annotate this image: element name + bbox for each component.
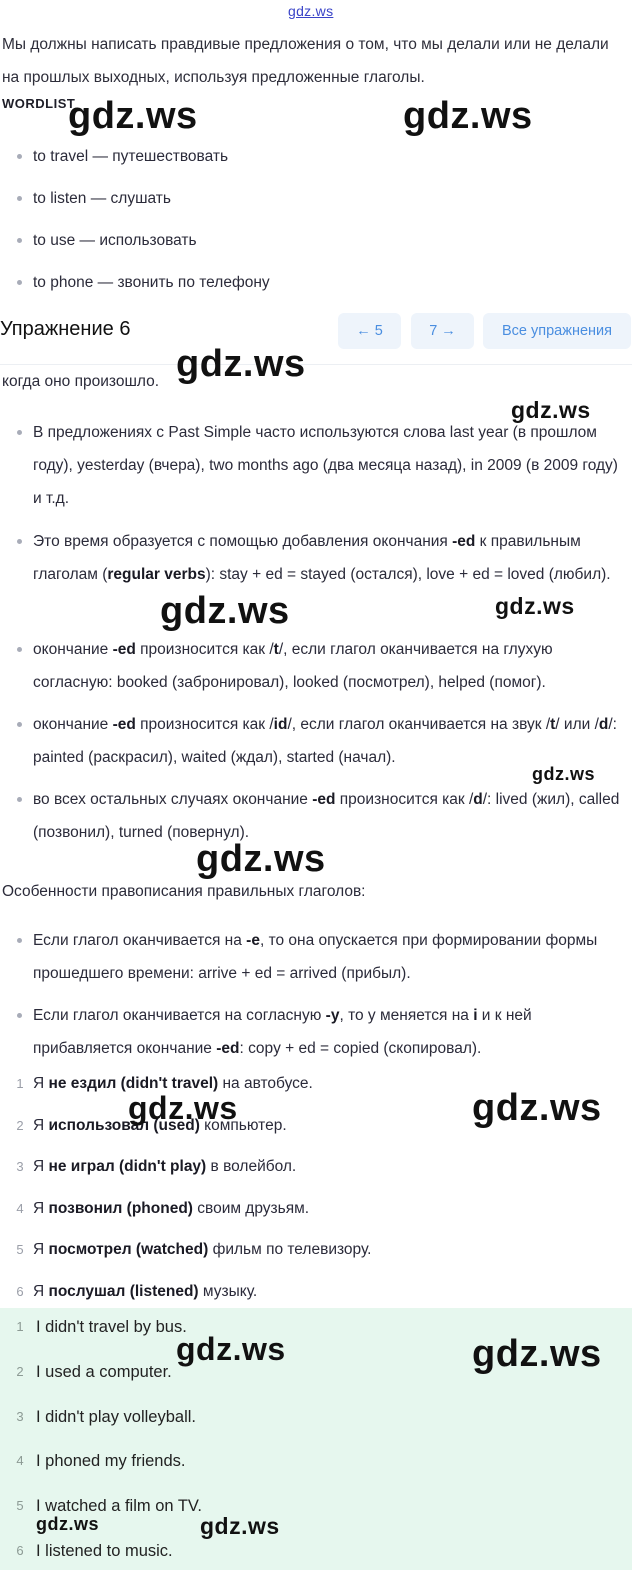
bold-term: id — [273, 716, 288, 733]
watermark: gdz.ws — [472, 1087, 602, 1129]
text-fragment: В предложениях с Past Simple часто используются слова last year (в прошлом году), yesterday (вчера), two months ago (два месяца назад), in 2009 (в 2009 году) и т.д. — [33, 424, 618, 507]
text-fragment: окончание — [33, 716, 113, 733]
bold-term: regular verbs — [107, 566, 206, 583]
text-fragment: /: lived (жил), called (позвонил), turned (повернул). — [33, 791, 620, 841]
bold-term: -ed — [216, 1040, 240, 1057]
spelling-rule-item — [0, 999, 632, 1065]
text-fragment: компьютер. — [199, 1116, 287, 1134]
wordlist-item: to phone — звонить по телефону — [0, 266, 632, 308]
site-logo-link[interactable]: gdz.ws — [288, 3, 334, 19]
wordlist-item: to travel — путешествовать — [0, 140, 632, 182]
bold-term: -e — [246, 932, 260, 949]
all-exercises-button[interactable]: Все упражнения — [483, 313, 631, 349]
text-fragment: на автобусе. — [218, 1075, 313, 1092]
row-number: 5 — [16, 1242, 24, 1258]
translation-row — [0, 1234, 632, 1276]
answer-text: I didn't play volleyball. — [36, 1408, 196, 1426]
bold-term: -ed — [112, 716, 136, 733]
row-number: 6 — [16, 1543, 24, 1558]
bold-term: t — [273, 641, 279, 658]
translation-text — [33, 1193, 309, 1224]
watermark: gdz.ws — [36, 1514, 100, 1534]
bold-term: не играл (didn't play) — [48, 1158, 207, 1176]
text-fragment: своим друзьям. — [192, 1199, 310, 1217]
watermark: gdz.ws — [472, 1333, 602, 1375]
answer-text: I used a computer. — [36, 1363, 172, 1381]
translation-text — [33, 1276, 257, 1307]
text-fragment: /, если глагол оканчивается на звук / — [287, 716, 551, 733]
spelling-rule-item — [0, 924, 632, 990]
spelling-rules-list — [0, 924, 632, 1074]
bold-term: -y — [325, 1007, 340, 1024]
watermark: gdz.ws — [511, 397, 591, 423]
bold-term: d — [598, 716, 609, 733]
row-number: 3 — [16, 1409, 24, 1424]
text-fragment: , то она опускается при формировании формы прошедшего времени: arrive + ed = arrived (прибыл). — [33, 932, 598, 982]
text-fragment: Я — [33, 1282, 49, 1300]
answer-text: I listened to music. — [36, 1542, 173, 1560]
text-fragment: в волейбол. — [206, 1158, 297, 1176]
watermark: gdz.ws — [128, 1090, 238, 1126]
text-fragment: произносится как / — [135, 716, 274, 733]
text-fragment: произносится как / — [135, 641, 274, 658]
row-number: 2 — [16, 1364, 24, 1379]
text-fragment: Я — [33, 1241, 49, 1259]
watermark: gdz.ws — [200, 1513, 280, 1539]
wordlist — [0, 140, 632, 308]
row-number: 4 — [16, 1200, 24, 1216]
text-fragment: к правильным глаголам ( — [33, 533, 581, 583]
translation-text — [33, 1151, 296, 1182]
translation-row — [0, 1151, 632, 1193]
answer-text: I watched a film on TV. — [36, 1497, 203, 1515]
text-fragment: /: painted (раскрасил), waited (ждал), started (начал). — [33, 716, 617, 766]
watermark: gdz.ws — [160, 590, 290, 632]
text-fragment: и к ней прибавляется окончание — [33, 1007, 532, 1057]
text-fragment: музыку. — [198, 1282, 258, 1300]
intro-paragraph: Мы должны написать правдивые предложения о том, что мы делали или не делали на прошлых выходных, используя предложенные глаголы. — [2, 36, 609, 86]
spelling-heading: Особенности правописания правильных глаголов: — [2, 883, 366, 900]
row-number: 2 — [16, 1117, 24, 1133]
text-fragment: Я — [33, 1075, 49, 1092]
text-fragment: Если глагол оканчивается на — [33, 932, 247, 949]
wordlist-title: WORDLIST — [2, 96, 76, 111]
text-fragment: Если глагол оканчивается на согласную — [33, 1007, 326, 1024]
watermark: gdz.ws — [403, 95, 533, 137]
row-number: 1 — [16, 1319, 24, 1334]
bold-term: d — [473, 791, 483, 808]
watermark: gdz.ws — [196, 838, 326, 880]
text-fragment: / или / — [555, 716, 599, 733]
answer-text: I phoned my friends. — [36, 1452, 186, 1470]
text-fragment: Я — [33, 1116, 49, 1134]
watermark: gdz.ws — [495, 593, 575, 619]
text-fragment: Это время образуется с помощью добавления окончания — [33, 533, 453, 550]
exercise-title: Упражнение 6 — [0, 318, 131, 340]
translation-row — [0, 1193, 632, 1235]
wordlist-item: to use — использовать — [0, 224, 632, 266]
text-fragment: : copy + ed = copied (скопировал). — [239, 1040, 482, 1057]
text-fragment: произносится как / — [335, 791, 474, 808]
text-fragment: ): stay + ed = stayed (остался), love + ed = loved (любил). — [205, 566, 611, 583]
bold-term: -ed — [452, 533, 476, 550]
watermark: gdz.ws — [176, 1331, 286, 1367]
prev-exercise-button[interactable]: ← 5 — [338, 313, 401, 349]
translation-text — [33, 1234, 371, 1265]
bold-term: -ed — [312, 791, 336, 808]
row-number: 5 — [16, 1498, 24, 1513]
bold-term: -ed — [112, 641, 136, 658]
bold-term: использовал (used) — [48, 1116, 200, 1134]
bold-term: t — [550, 716, 556, 733]
watermark: gdz.ws — [176, 343, 306, 385]
row-number: 1 — [16, 1076, 24, 1091]
text-fragment: Я — [33, 1158, 49, 1176]
text-fragment: , то у меняется на — [339, 1007, 474, 1024]
wordlist-item: to listen — слушать — [0, 182, 632, 224]
bold-term: послушал (listened) — [48, 1282, 199, 1300]
answer-text: I didn't travel by bus. — [36, 1318, 187, 1336]
rule-item — [0, 416, 632, 516]
text-fragment: во всех остальных случаях окончание — [33, 791, 313, 808]
next-exercise-button[interactable]: 7 → — [411, 313, 474, 349]
text-fragment: окончание — [33, 641, 113, 658]
watermark: gdz.ws — [532, 764, 596, 784]
row-number: 3 — [16, 1159, 24, 1175]
bold-term: i — [473, 1007, 478, 1024]
text-fragment: фильм по телевизору. — [208, 1241, 372, 1259]
rule-item — [0, 633, 632, 699]
rule-intro-text: когда оно произошло. — [2, 373, 160, 390]
text-fragment: /, если глагол оканчивается на глухую согласную: booked (забронировал), looked (посмотрел), helped (помог). — [33, 641, 553, 691]
bold-term: не ездил (didn't travel) — [48, 1075, 219, 1092]
row-number: 4 — [16, 1453, 24, 1468]
bold-term: посмотрел (watched) — [48, 1241, 209, 1259]
row-number: 6 — [16, 1283, 24, 1299]
header-divider — [0, 364, 632, 365]
watermark: gdz.ws — [68, 95, 198, 137]
bold-term: позвонил (phoned) — [48, 1199, 193, 1217]
grammar-rules-list — [0, 416, 632, 858]
text-fragment: Я — [33, 1199, 49, 1217]
